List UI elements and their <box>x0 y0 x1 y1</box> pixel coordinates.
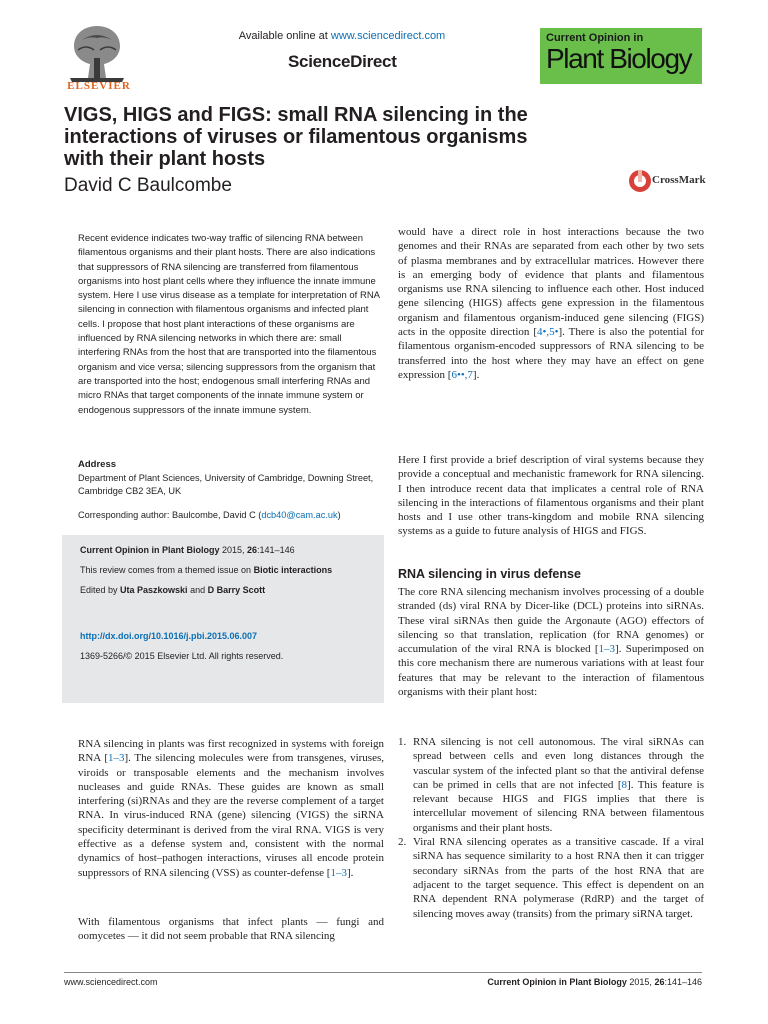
doi-link[interactable]: http://dx.doi.org/10.1016/j.pbi.2015.06.007 <box>80 631 258 641</box>
theme-name: Biotic interactions <box>253 565 333 575</box>
body-paragraph-1 <box>78 737 384 880</box>
edited-by-line <box>80 585 265 595</box>
list-item <box>398 835 704 921</box>
footer-volume: 26 <box>654 977 665 987</box>
ref-link[interactable]: 8 <box>621 778 628 791</box>
journal-banner-main: Plant Biology <box>546 43 692 74</box>
article-author: David C Baulcombe <box>64 175 232 196</box>
p1-text-a: RNA silencing in plants was first recognized in systems with foreign RNA [ <box>78 738 384 765</box>
crossmark-label: CrossMark <box>652 174 706 186</box>
footer-divider <box>64 972 702 973</box>
available-online <box>232 30 452 42</box>
footer-year: 2015, <box>626 977 655 987</box>
p3-text-c: ]. <box>472 368 480 381</box>
themed-issue-line <box>80 565 332 575</box>
edited-and: and <box>187 585 208 595</box>
list-text-a: RNA silencing is not cell autonomous. The viral siRNAs can spread between cells and even long distances through the vascular system of the infected plant so that the antiviral defense can be primed in cells that are not infected [ <box>413 736 704 791</box>
footer-citation <box>470 977 702 987</box>
ref-link[interactable]: 1–3 <box>330 866 347 879</box>
footer-website: www.sciencedirect.com <box>64 977 158 987</box>
journal-banner-top: Current Opinion in <box>546 32 644 44</box>
cite-volume: 26 <box>247 545 258 555</box>
p1-text-b: ]. The silencing molecules were from transgenes, viruses, viroids or transposable elements and the mechanism involves nucleases and guide RNAs. These guides are known as small interfering (si)RNAs and they are the reverse complement of a target RNA. In virus-induced RNA (gene) silencing (VIGS) the siRNA specificity determinant is derived from the viral RNA. VIGS is very effective as a defense system and, consistent with the normal dynamics of host–pathogen interactions, viruses all encode protein suppressors of RNA silencing (VSS) as counter-defense [ <box>78 752 384 879</box>
p5-text-b: ]. Superimposed on this core mechanism there are numerous variations with at least four features that may be relevant to the interaction of filamentous organisms with their plant host: <box>398 643 704 699</box>
cite-journal: Current Opinion in Plant Biology <box>80 545 220 555</box>
sciencedirect-logo: ScienceDirect <box>288 52 397 71</box>
issn-copyright: 1369-5266/© 2015 Elsevier Ltd. All rights reserved. <box>80 651 284 661</box>
p5-text-a: The core RNA silencing mechanism involves processing of a double stranded (ds) viral RNA by Dicer-like (DCL) proteins into siRNAs. These viral siRNAs then guide the Argonaute (AGO) effectors of silencing so that translation, replication (for RNA genomes) or accumulation of the viral RNA is blocked [ <box>398 586 704 656</box>
edited-prefix: Edited by <box>80 585 121 595</box>
body-paragraph-4: Here I first provide a brief description of viral systems because they provide a conceptual and mechanistic framework for RNA silencing. I then introduce recent data that implicates a central role of RNA silencing in the interactions of filamentous organisms and their plant hosts and I use other trans-kingdom and mobile RNA silencing systems as a guide to future analysis of HIGS and FIGS. <box>398 454 704 538</box>
available-prefix: Available online at <box>238 30 331 42</box>
ref-link[interactable]: 6••,7 <box>451 368 473 381</box>
sciencedirect-link[interactable]: www.sciencedirect.com <box>330 30 446 42</box>
editor-2: D Barry Scott <box>207 585 266 595</box>
list-text-a: Viral RNA silencing operates as a transitive cascade. If a viral siRNA has sequence similarity to a host RNA then it can trigger secondary siRNAs from the parts of the host RNA that are adjacent to the target sequence. This effect is dependent on an RNA dependent RNA polymerase (RdRP) and the target of silencing moves away (transits) from the primary siRNA target. <box>413 836 704 920</box>
cite-year: 2015, <box>219 545 248 555</box>
ref-link[interactable]: 1–3 <box>598 643 616 656</box>
list-number: 1. <box>398 736 407 748</box>
list-number: 2. <box>398 836 407 849</box>
theme-prefix: This review comes from a themed issue on <box>80 565 254 575</box>
p1-text-c: ]. <box>346 866 354 879</box>
list-text-b: ]. This feature is relevant because HIGS and FIGS implies that there is intercellular movement of silencing RNA between filamentous organisms and their plant hosts. <box>413 778 705 834</box>
address-heading: Address <box>78 459 117 470</box>
corresp-prefix: Corresponding author: Baulcombe, David C ( <box>78 510 262 520</box>
journal-banner <box>540 28 702 84</box>
footer-journal: Current Opinion in Plant Biology <box>487 977 627 987</box>
feature-list <box>398 735 704 921</box>
cite-pages: :141–146 <box>257 545 295 555</box>
citation-line <box>80 545 295 555</box>
author-email-link[interactable]: dcb40@cam.ac.uk <box>261 510 338 520</box>
body-paragraph-3 <box>398 225 704 382</box>
editor-1: Uta Paszkowski <box>120 585 188 595</box>
corresp-suffix: ) <box>337 510 341 520</box>
ref-link[interactable]: 1–3 <box>108 752 125 765</box>
p3-text-a: would have a direct role in host interactions because the two genomes and their RNAs are separated from each other by two sets of plasma membranes and by extracellular matrices. However there is an emerging body of evidence that plants and filamentous organisms use RNA silencing to influence each other. Host induced gene silencing (HIGS) affects gene expression in the filamentous organism and filamentous organism-induced gene silencing (FIGS) acts in the opposite direction [ <box>398 226 704 339</box>
p3-text-b: ]. There is also the potential for filamentous organism-encoded suppressors of RNA silencing to be transferred into the host where they may have an effect on gene expression [ <box>398 326 704 381</box>
abstract: Recent evidence indicates two-way traffic of silencing RNA between filamentous organisms and their plant hosts. There are also indications that suppressors of RNA silencing are transferred from filamentous organisms into host plant cells where they influence the innate immune system. Here I use virus disease as a template for interpretation of RNA silencing in connection with filamentous organisms and infected plant cells. I propose that host plant interactions of these organisms are influenced by RNA silencing networks in which there are: small interfering RNAs from the host that are transported into the filamentous organism and vice versa; silencing suppressors from the organism that are transported into the host; endogenous small interfering RNAs and micro RNAs that target components of the innate immune system or endogenous suppressors of the innate immune system. <box>78 233 380 416</box>
ref-link[interactable]: 4•,5• <box>537 326 559 339</box>
publisher-name: ELSEVIER <box>67 80 131 92</box>
article-title: VIGS, HIGS and FIGS: small RNA silencing in the interactions of viruses or filamentous organisms with their plant hosts <box>64 104 528 170</box>
body-paragraph-5 <box>398 585 704 699</box>
list-item <box>398 735 704 835</box>
corresponding-author <box>78 510 384 520</box>
article-info-box <box>62 535 384 703</box>
footer-pages: :141–146 <box>664 977 702 987</box>
body-paragraph-2: With filamentous organisms that infect plants — fungi and oomycetes — it did not seem probable that RNA silencing <box>78 916 384 943</box>
address-text: Department of Plant Sciences, University of Cambridge, Downing Street, Cambridge CB2 3EA, UK <box>78 473 374 496</box>
section-heading: RNA silencing in virus defense <box>398 567 581 581</box>
